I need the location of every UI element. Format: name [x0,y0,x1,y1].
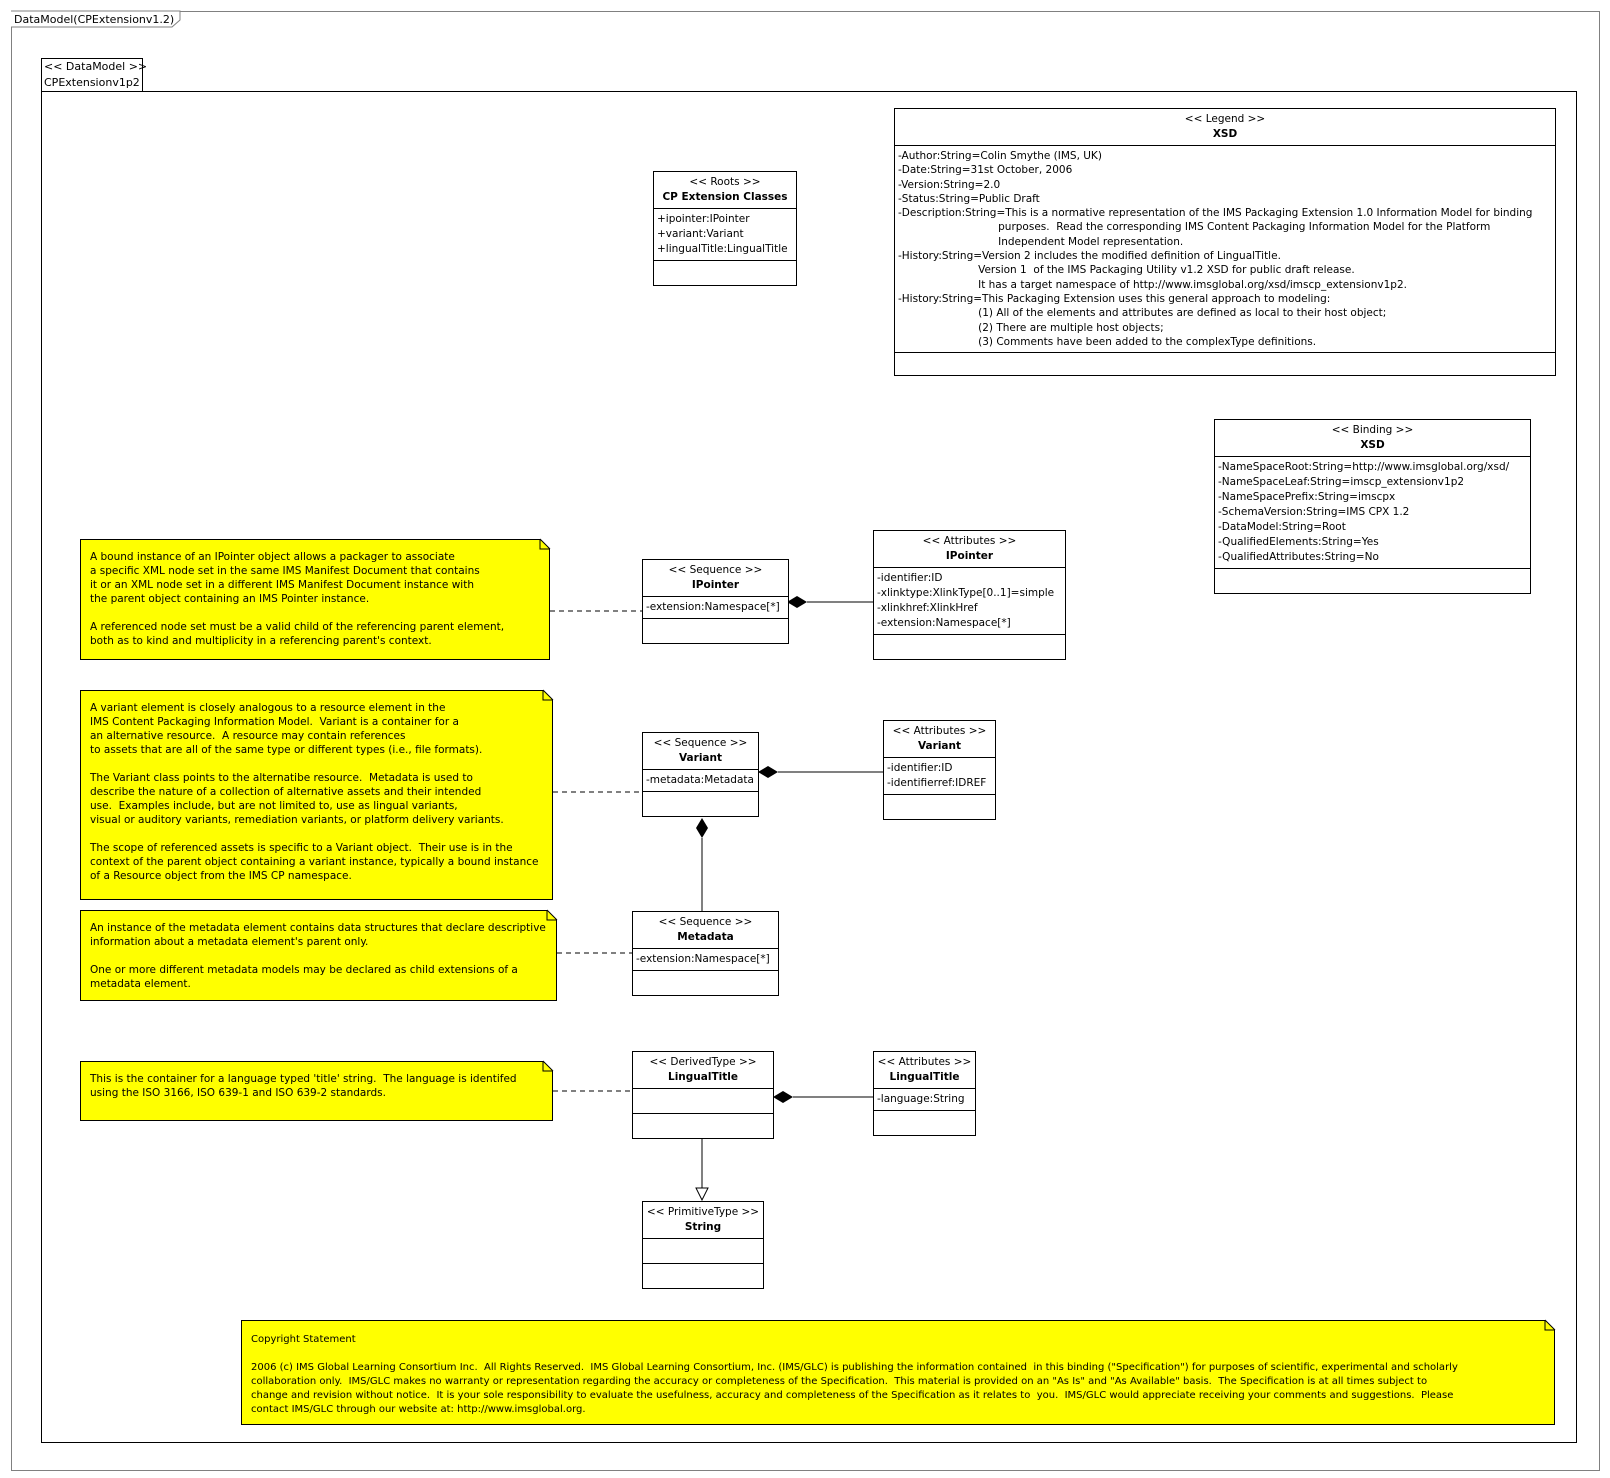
attribute: -extension:Namespace[*] [636,953,770,965]
attribute: -identifier:ID [877,572,943,584]
attribute: -DataModel:String=Root [1218,521,1346,533]
outer-frame-title: DataModel(CPExtensionv1.2) [14,13,175,26]
attribute: (2) There are multiple host objects; [898,321,1164,334]
class-name: Metadata [677,931,734,943]
stereotype: << Sequence >> [658,916,753,928]
attribute: -extension:Namespace[*] [877,617,1011,629]
attribute: -Date:String=31st October, 2006 [898,164,1073,177]
attribute: -extension:Namespace[*] [646,601,780,613]
attribute: +variant:Variant [657,228,744,240]
package-stereotype: << DataModel >> [44,60,148,73]
attribute: It has a target namespace of http://www.imsglobal.org/xsd/imscp_extensionv1p2. [898,278,1407,291]
stereotype: << Binding >> [1331,424,1414,436]
attribute: -History:String=Version 2 includes the modified definition of LingualTitle. [898,250,1281,263]
stereotype: << Legend >> [1184,113,1266,125]
attribute: -Status:String=Public Draft [898,192,1040,205]
attribute: (1) All of the elements and attributes are defined as local to their host object; [898,307,1387,320]
class-name: LingualTitle [668,1071,738,1083]
note-text: This is the container for a language typed 'title' string. The language is identifed using the ISO 3166, ISO 639-1 and ISO 639-2 standards. [90,1073,517,1099]
class-name: IPointer [691,579,740,591]
note-text: A variant element is closely analogous to a resource element in the IMS Content Packaging Information Model. Variant is a container for a an alternative resource. A resource may contain references to assets that are all of the same type or different types (i.e., file formats). The Variant class points to the alternatibe resource. Metadata is used to describe the nature of a collection of alternative assets and their intended use. Examples include, but are not limited to, use as lingual variants, visual or auditory variants, remediation variants, or platform delivery variants. The scope of referenced assets is specific to a Variant object. Their use is in the context of the parent object containing a variant instance, typically a bound instance of a Resource object from the IMS CP namespace. [90,702,539,882]
attribute: +lingualTitle:LingualTitle [657,243,788,255]
note-text: An instance of the metadata element contains data structures that declare descriptive information about a metadata element's parent only. One or more different metadata models may be declared as child extensions of a metadata element. [90,922,546,990]
class-name: Variant [679,752,722,764]
class-name: XSD [1360,439,1385,451]
attribute: -metadata:Metadata [646,774,754,786]
copyright-text: Copyright Statement 2006 (c) IMS Global Learning Consortium Inc. All Rights Reserved. IMS Global Learning Consortium, Inc. (IMS/GLC) is publishing the information contained in this binding ("Specification") for purposes of scientific, experimental and scholarly collaboration only. IMS/GLC makes no warranty or representation regarding the accuracy or completeness of the Specification. This material is provided on an "As Is" and "As Available" basis. The Specification is at all times subject to change and revision without notice. It is your sole responsibility to evaluate the usefulness, accuracy and completeness of the Specification as it relates to you. IMS/GLC would appreciate receiving your comments and suggestions. Please contact IMS/GLC through our website at: http://www.imsglobal.org. [251,1334,1458,1415]
attribute: -NameSpaceRoot:String=http://www.imsglobal.org/xsd/ [1218,461,1510,473]
attribute: -SchemaVersion:String=IMS CPX 1.2 [1218,506,1410,518]
class-name: XSD [1212,128,1238,140]
stereotype: << DerivedType >> [649,1056,757,1068]
package-name: CPExtensionv1p2 [44,76,140,89]
class-name: IPointer [945,550,994,562]
attribute: Version 1 of the IMS Packaging Utility v1.2 XSD for public draft release. [898,264,1355,277]
stereotype: << Sequence >> [653,737,748,749]
attribute: -Author:String=Colin Smythe (IMS, UK) [898,150,1102,162]
stereotype: << PrimitiveType >> [646,1206,760,1218]
attribute: purposes. Read the corresponding IMS Content Packaging Information Model for the Platform [898,221,1491,234]
attribute: (3) Comments have been added to the complexType definitions. [898,335,1317,348]
attribute: -language:String [877,1093,965,1105]
note-text: A bound instance of an IPointer object allows a packager to associate a specific XML node set in the same IMS Manifest Document that contains it or an XML node set in a different IMS Manifest Document instance with the parent object containing an IMS Pointer instance. A referenced node set must be a valid child of the referencing parent element, both as to kind and multiplicity in a referencing parent's context. [90,551,505,647]
stereotype: << Attributes >> [892,725,987,737]
attribute: Independent Model representation. [898,235,1184,248]
stereotype: << Sequence >> [668,564,763,576]
class-name: Variant [918,740,961,752]
attribute: -NameSpaceLeaf:String=imscp_extensionv1p2 [1218,476,1465,488]
stereotype: << Roots >> [689,176,761,188]
attribute: -xlinkhref:XlinkHref [877,602,978,614]
attribute: -identifierref:IDREF [887,777,987,789]
attribute: -xlinktype:XlinkType[0..1]=simple [877,587,1055,599]
attribute: -NameSpacePrefix:String=imscpx [1218,491,1396,503]
class-name: LingualTitle [889,1071,960,1083]
attribute: -QualifiedAttributes:String=No [1218,551,1379,563]
attribute: -identifier:ID [887,762,953,774]
class-name: String [684,1221,722,1233]
attribute: -Version:String=2.0 [898,178,1001,191]
class-name: CP Extension Classes [662,191,788,203]
attribute: -History:String=This Packaging Extension uses this general approach to modeling: [898,292,1331,305]
attribute: -Description:String=This is a normative representation of the IMS Packaging Extension 1.0 Information Model for binding [898,207,1533,220]
attribute: -QualifiedElements:String=Yes [1218,536,1379,548]
stereotype: << Attributes >> [922,535,1017,547]
attribute: +ipointer:IPointer [657,213,750,225]
stereotype: << Attributes >> [877,1056,972,1068]
